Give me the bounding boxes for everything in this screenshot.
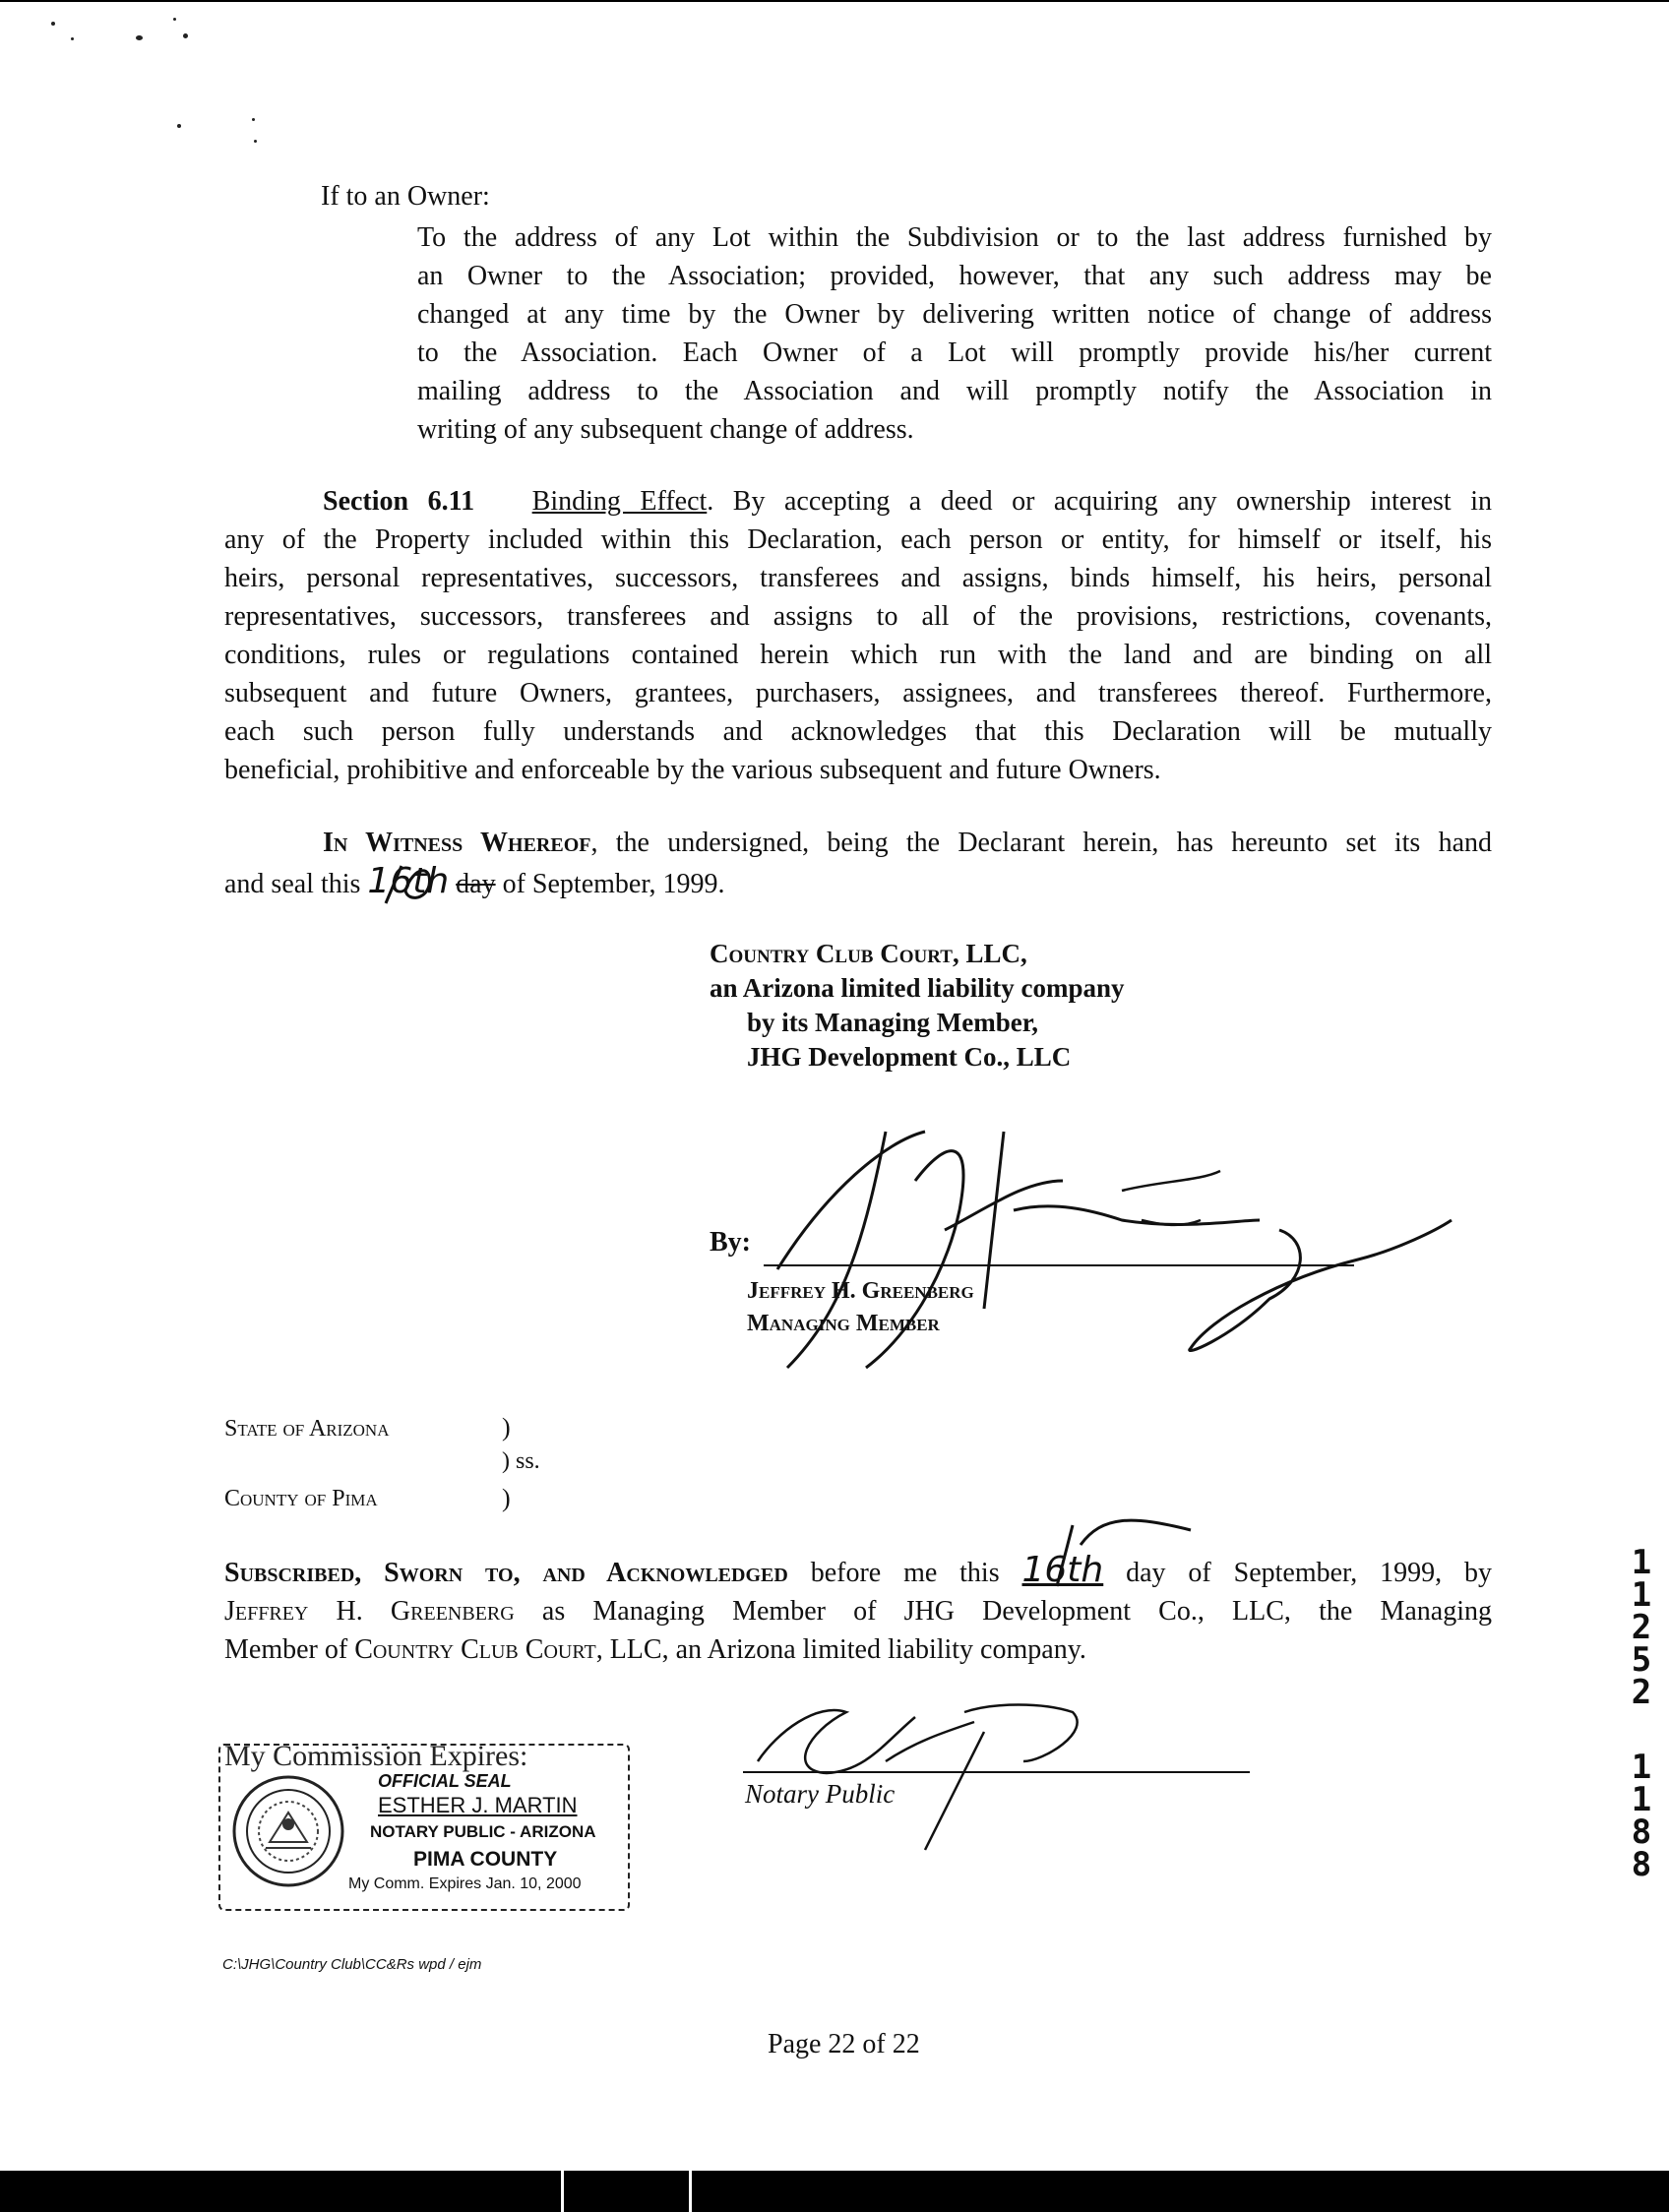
- scan-speck: [183, 33, 188, 38]
- bottom-scan-band: [0, 2171, 1669, 2212]
- record-digit: 1: [1631, 1748, 1652, 1787]
- ack-line2-text: as Managing Member of JHG Development Co., LLC, the Managing: [514, 1596, 1493, 1627]
- page-number: Page 22 of 22: [768, 2029, 920, 2059]
- ack-line: [224, 1630, 1492, 1669]
- owner-notice-line: an Owner to the Association; provided, however, that any such address may be: [417, 261, 1492, 291]
- ack-line1-mid: before me this: [787, 1558, 1022, 1588]
- witness-line2-start: and seal this: [224, 869, 368, 899]
- acknowledgment-paragraph: [224, 1551, 1492, 1669]
- by-label: By:: [710, 1227, 751, 1258]
- section-first-line: [224, 482, 1492, 521]
- arizona-seal-emblem-icon: [230, 1773, 346, 1889]
- ack-line: [224, 1551, 1492, 1592]
- seal-expiration: My Comm. Expires Jan. 10, 2000: [348, 1875, 582, 1892]
- section-line: heirs, personal representatives, successors, transferees and assigns, binds himself, his heirs, personal: [224, 563, 1492, 593]
- scan-speck: [136, 35, 143, 40]
- ack-line3-start: Member of: [224, 1634, 355, 1665]
- notary-seal-stamp: [218, 1740, 630, 1911]
- notary-signature-line: [743, 1771, 1250, 1773]
- ack-line1-end: day of September, 1999, by: [1103, 1558, 1493, 1588]
- record-number-bottom: [1622, 1748, 1661, 1884]
- seal-county: PIMA COUNTY: [413, 1848, 558, 1871]
- section-number: Section 6.11: [323, 486, 475, 517]
- greenberg-signature-stroke: [1122, 1171, 1220, 1225]
- owner-notice-line: To the address of any Lot within the Subdivision or to the last address furnished by: [417, 222, 1492, 253]
- section-6-11-paragraph: [224, 482, 1492, 789]
- seal-official-text: OFFICIAL SEAL: [378, 1771, 512, 1791]
- company-line: JHG Development Co., LLC: [747, 1042, 1072, 1072]
- witness-line1-text: , the undersigned, being the Declarant herein, has hereunto set its hand: [590, 828, 1492, 858]
- ack-line3-end: , LLC, an Arizona limited liability company.: [595, 1634, 1086, 1665]
- venue-ss: ) ss.: [502, 1448, 540, 1474]
- struck-word: day: [456, 869, 496, 899]
- record-digit: 8: [1631, 1813, 1652, 1852]
- signer-block: [747, 1275, 974, 1340]
- record-digit: 1: [1631, 1780, 1652, 1819]
- seal-notary-title: NOTARY PUBLIC - ARIZONA: [370, 1822, 596, 1841]
- section-first-line-text: . By accepting a deed or acquiring any ownership interest in: [707, 486, 1493, 517]
- owner-notice-line: changed at any time by the Owner by delivering written notice of change of address: [417, 299, 1492, 330]
- ack-signer: Jeffrey H. Greenberg: [224, 1596, 515, 1627]
- scan-speck: [173, 18, 176, 21]
- scan-band-gap: [689, 2171, 692, 2212]
- notary-public-label: Notary Public: [745, 1779, 896, 1809]
- martin-signature-stroke: [758, 1705, 1078, 1851]
- owner-notice-line: to the Association. Each Owner of a Lot will promptly provide his/her current: [417, 338, 1492, 368]
- scan-speck: [254, 140, 257, 143]
- record-digit: 8: [1631, 1845, 1652, 1884]
- section-line: conditions, rules or regulations contained herein which run with the land and are binding on all: [224, 640, 1492, 670]
- section-title: Binding Effect: [531, 486, 708, 517]
- section-line: representatives, successors, transferees and assigns to all of the provisions, restrictions, covenants,: [224, 601, 1492, 632]
- company-name: Country Club Court, LLC,: [710, 939, 1027, 968]
- record-number-top: [1622, 1543, 1661, 1712]
- record-digit: 5: [1631, 1640, 1652, 1680]
- handwritten-day: 16th: [367, 861, 450, 901]
- company-line: an Arizona limited liability company: [710, 973, 1125, 1003]
- file-reference: C:\JHG\Country Club\CC&Rs wpd / ejm: [222, 1956, 482, 1973]
- seal-notary-name: ESTHER J. MARTIN: [378, 1793, 578, 1817]
- ack-lead: Subscribed, Sworn to, and Acknowledged: [224, 1558, 788, 1588]
- section-line: beneficial, prohibitive and enforceable by the various subsequent and future Owners.: [224, 755, 1161, 785]
- owner-notice-paragraph: [417, 218, 1492, 449]
- section-line: subsequent and future Owners, grantees, purchasers, assignees, and transferees thereof. Furthermore,: [224, 678, 1492, 708]
- signer-name: Jeffrey H. Greenberg: [747, 1278, 974, 1304]
- venue-state: State of Arizona: [224, 1416, 390, 1442]
- signer-title: Managing Member: [747, 1311, 940, 1336]
- scan-speck: [252, 118, 255, 121]
- owner-notice-heading: If to an Owner:: [321, 181, 490, 212]
- company-block: [710, 937, 1125, 1075]
- section-line: any of the Property included within this Declaration, each person or entity, for himself or itself, his: [224, 524, 1492, 555]
- top-scan-edge: [0, 0, 1669, 2]
- scan-speck: [177, 124, 181, 128]
- scan-band-gap: [561, 2171, 564, 2212]
- venue-paren: ): [502, 1484, 511, 1512]
- scan-speck: [51, 22, 55, 26]
- venue-county: County of Pima: [224, 1486, 378, 1511]
- owner-notice-line: mailing address to the Association and will promptly notify the Association in: [417, 376, 1492, 406]
- record-digit: 2: [1631, 1673, 1652, 1712]
- owner-notice-line: writing of any subsequent change of address.: [417, 414, 914, 445]
- venue-paren: ): [502, 1413, 511, 1442]
- handwritten-day: 16th: [1021, 1550, 1104, 1590]
- seal-commission-text: My Commission Expires:: [224, 1740, 528, 1772]
- witness-line: [224, 862, 1492, 903]
- record-digit: 1: [1631, 1543, 1652, 1582]
- record-digit: 2: [1631, 1608, 1652, 1647]
- witness-lead: In Witness Whereof: [323, 828, 591, 858]
- signature-line: [764, 1264, 1354, 1266]
- record-digit: 1: [1631, 1575, 1652, 1615]
- ack-company: Country Club Court: [354, 1634, 596, 1665]
- company-line: by its Managing Member,: [747, 1008, 1038, 1037]
- witness-line2-end: of September, 1999.: [495, 869, 725, 899]
- ack-line: [224, 1592, 1492, 1630]
- section-line: each such person fully understands and acknowledges that this Declaration will be mutually: [224, 716, 1492, 747]
- witness-paragraph: [224, 824, 1492, 903]
- scan-speck: [71, 37, 74, 40]
- witness-line: [224, 824, 1492, 862]
